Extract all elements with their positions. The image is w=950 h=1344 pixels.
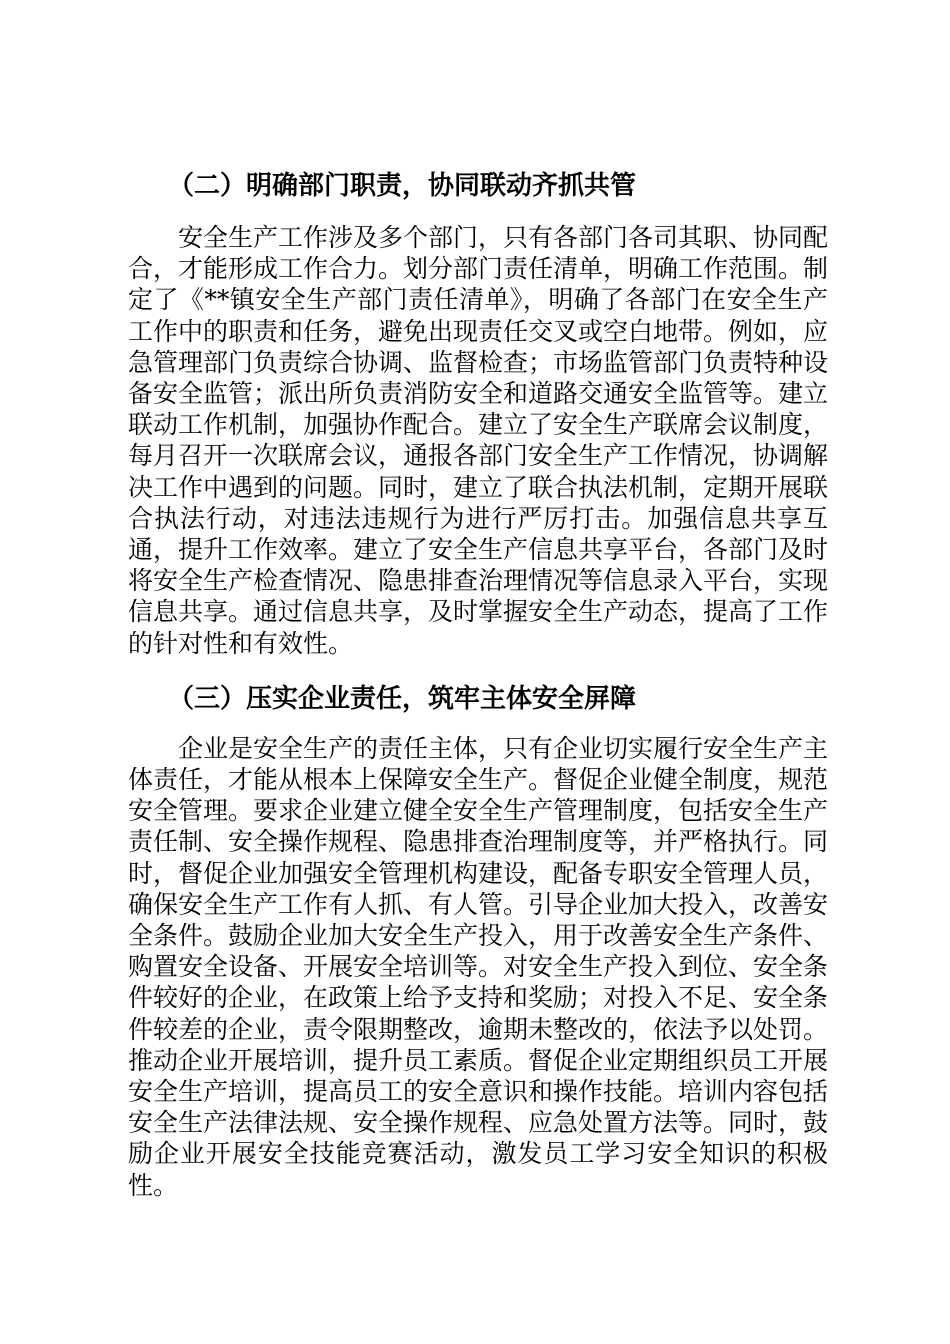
document-page	[128, 168, 828, 1201]
section-body-3: 企业是安全生产的责任主体，只有企业切实履行安全生产主体责任，才能从根本上保障安全生产。督促企业健全制度，规范安全管理。要求企业建立健全安全生产管理制度，包括安全生产责任制、安全操作规程、隐患排查治理制度等，并严格执行。同时，督促企业加强安全管理机构建设，配备专职安全管理人员，确保安全生产工作有人抓、有人管。引导企业加大投入，改善安全条件。鼓励企业加大安全生产投入，用于改善安全生产条件、购置安全设备、开展安全培训等。对安全生产投入到位、安全条件较好的企业，在政策上给予支持和奖励；对投入不足、安全条件较差的企业，责令限期整改，逾期未整改的，依法予以处罚。推动企业开展培训，提升员工素质。督促企业定期组织员工开展安全生产培训，提高员工的安全意识和操作技能。培训内容包括安全生产法律法规、安全操作规程、应急处置方法等。同时，鼓励企业开展安全技能竞赛活动，激发员工学习安全知识的积极性。	[128, 733, 829, 1200]
section-heading-2: （二）明确部门职责，协同联动齐抓共管	[168, 171, 637, 201]
section-heading-3: （三）压实企业责任，筑牢主体安全屏障	[168, 683, 637, 714]
section-body-2: 安全生产工作涉及多个部门，只有各部门各司其职、协同配合，才能形成工作合力。划分部门责任清单，明确工作范围。制定了《**镇安全生产部门责任清单》，明确了各部门在安全生产工作中的职责和任务，避免出现责任交叉或空白地带。例如，应急管理部门负责综合协调、监督检查；市场监管部门负责特种设备安全监管；派出所负责消防安全和道路交通安全监管等。建立联动工作机制，加强协作配合。建立了安全生产联席会议制度，每月召开一次联席会议，通报各部门安全生产工作情况，协调解决工作中遇到的问题。同时，建立了联合执法机制，定期开展联合执法行动，对违法违规行为进行严厉打击。加强信息共享互通，提升工作效率。建立了安全生产信息共享平台，各部门及时将安全生产检查情况、隐患排查治理情况等信息录入平台，实现信息共享。通过信息共享，及时掌握安全生产动态，提高了工作的针对性和有效性。	[128, 223, 829, 658]
